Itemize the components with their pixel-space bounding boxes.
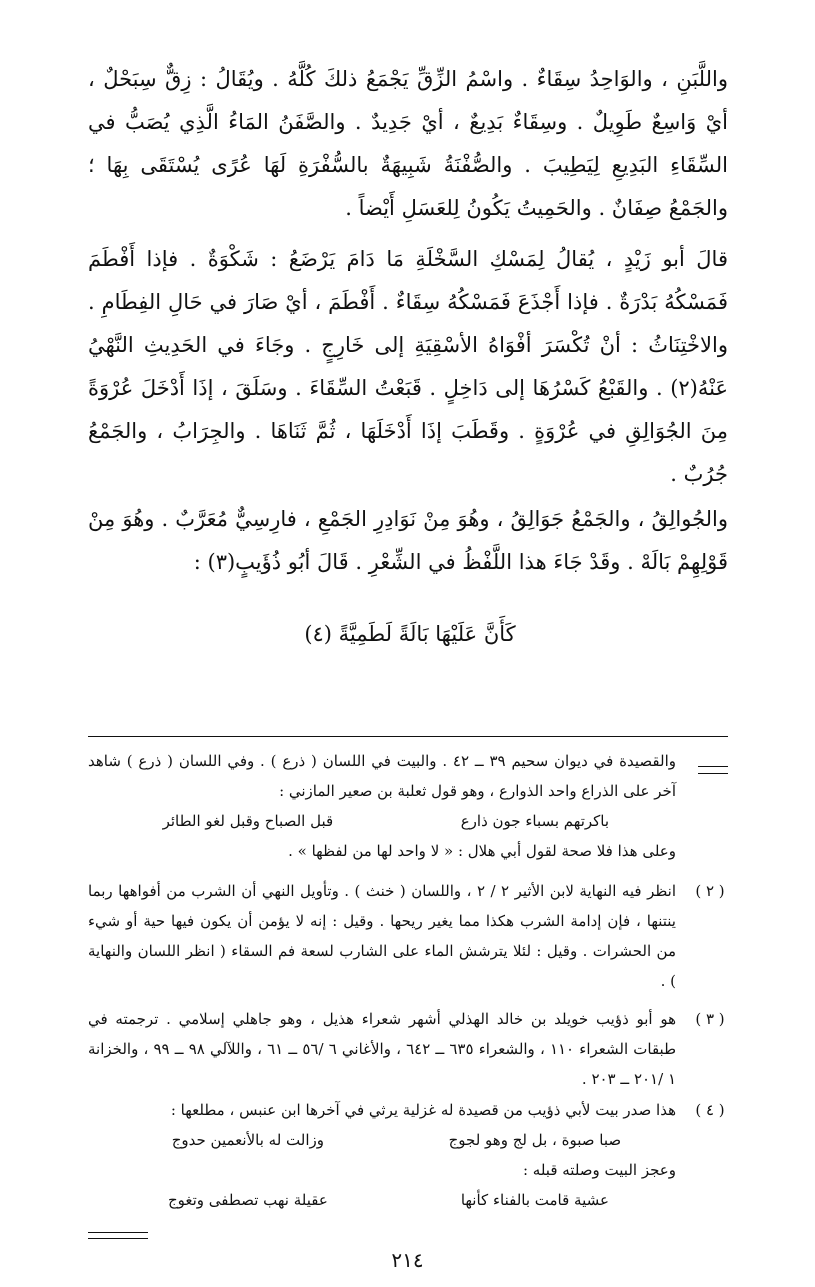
footnote-4-verse2-second: عقيلة نهب تصطفى وتغوج (167, 1191, 328, 1209)
page-number: ٢١٤ (391, 1248, 424, 1272)
footnote-4-mid: وعجز البيت وصلته قبله : (522, 1161, 676, 1179)
footnote-1-text: والقصيدة في ديوان سحيم ٣٩ ــ ٤٢ . والبيت في اللسان ( ذرع ) . وفي اللسان ( ذرع ) شاهد آخر على الذراع واحد الذوارع ، وهو قول ثعلبة بن صعير المازني : (88, 752, 676, 800)
paragraph-1: واللَّبَنِ ، والوَاحِدُ سِقَاءٌ . واسْمُ الزِّقِّ يَجْمَعُ ذلكَ كُلَّهُ . ويُقَالُ : زِقٌّ سِبَحْلٌ ، أيْ وَاسِعٌ طَوِيلٌ . وسِقَاءٌ بَدِيعٌ ، أيْ جَدِيدٌ . والصَّفَنُ المَاءُ الَّذِي يُصَبُّ في السِّقَاءِ البَدِيعِ لِيَطِيبَ . والصُّفْنَةُ شَبِيهَةٌ بالسُّفْرَةِ لَهَا عُرًى يُسْتَقَى بِهَا ؛ والجَمْعُ صِفَانٌ . والحَمِيتُ يَكُونُ لِلعَسَلِ أَيْضاً . (88, 67, 728, 220)
footnote-separator (88, 736, 728, 737)
footnote-1-verse-first: باكرتهم بسباء جون ذارع (460, 812, 610, 830)
footnote-2 (88, 876, 728, 996)
footnote-3-text: هو أبو ذؤيب خويلد بن خالد الهذلي أشهر شعراء هذيل ، وهو جاهلي إسلامي . ترجمته في طبقات الشعراء ١١٠ ، والشعراء ٦٣٥ ــ ٦٤٢ ، والأغاني ٦ /٥٦ ــ ٦١ ، واللآلي ٩٨ ــ ٩٩ ، والخزانة ١ /٢٠١ ــ ٢٠٣ . (88, 1010, 677, 1088)
footnote-4-verse-2 (88, 1185, 676, 1215)
quoted-verse: كَأَنَّ عَلَيْهَا بَالَةً لَطَمِيَّةً (٤) (304, 622, 516, 646)
footnote-2-number: ( ٢ ) (695, 882, 725, 900)
footnote-3-number: ( ٣ ) (695, 1010, 725, 1028)
footnote-4 (88, 1095, 728, 1215)
footnote-1-verse (88, 806, 676, 836)
footnote-1-after: وعلى هذا فلا صحة لقول أبي هلال : « لا واحد لها من لفظها » . (288, 842, 676, 860)
footnote-1-verse-second: قبل الصباح وقبل لغو الطائر (162, 812, 334, 830)
footnote-4-verse-first: صبا صبوة ، بل لج وهو لجوج (448, 1131, 622, 1149)
footnote-3 (88, 1004, 728, 1094)
paragraph-3: والجُوالِقُ ، والجَمْعُ جَوَالِقُ ، وهُوَ مِنْ نَوَادِرِ الجَمْعِ ، فارِسِيٌّ مُعَرَّبٌ . وهُوَ مِنْ قَوْلِهِمْ بَالَهْ . وقَدْ جَاءَ هذا اللَّفْظُ في الشِّعْرِ . قَالَ أبُو ذُؤَيبٍ(٣) : (88, 507, 728, 574)
bottom-double-rule (88, 1232, 148, 1239)
paragraph-2: قالَ أبو زَيْدٍ ، يُقالُ لِمَسْكِ السَّخْلَةِ مَا دَامَ يَرْضَعُ : شَكْوَةٌ . فإذا أَفْطَمَ فَمَسْكُهُ بَدْرَةٌ . فإذا أَجْذَعَ فَمَسْكُهُ سِقَاءٌ . أَفْطَمَ ، أيْ صَارَ في حَالِ الفِطَامِ . والاخْتِنَاثُ : أنْ تُكْسَرَ أفْوَاهُ الأسْقِيَةِ إلى خَارِجٍ . وجَاءَ في الحَدِيثِ النَّهْيُ عَنْهُ(٢) . والقَبْعُ كَسْرُهَا إلى دَاخِلٍ . قَبَعْتُ السِّقَاءَ . وسَلَقَ ، إذَا أَدْخَلَ عُرْوَةً مِنَ الجُوَالِقِ في عُرْوَةٍ . وقَطَبَ إذَا أَدْخَلَهَا ، ثُمَّ ثَنَاهَا . والجِرَابُ ، والجَمْعُ جُرُبٌ . (88, 247, 728, 486)
footnote-1 (88, 746, 728, 866)
footnote-4-number: ( ٤ ) (695, 1101, 725, 1119)
footnote-4-verse2-first: عشية قامت بالفناء كأنها (460, 1191, 609, 1209)
footnote-4-verse-second: وزالت له بالأنعمين حدوج (171, 1131, 324, 1149)
footnote-4-text: هذا صدر بيت لأبي ذؤيب من قصيدة له غزلية يرثي في آخرها ابن عنبس ، مطلعها : (170, 1101, 676, 1119)
footnote-4-verse (88, 1125, 676, 1155)
footnote-2-text: انظر فيه النهاية لابن الأثير ٢ / ٢ ، واللسان ( خنث ) . وتأويل النهي أن الشرب من أفواهها ربما ينتنها ، فإن إدامة الشرب هكذا مما يغير ريحها . وقيل : إنه لا يؤمن أن يكون فيها حية أو شيء من الحشرات . وقيل : لئلا يترشش الماء على الشارب لسعة فم السقاء ( انظر اللسان والنهاية ) . (88, 882, 676, 990)
